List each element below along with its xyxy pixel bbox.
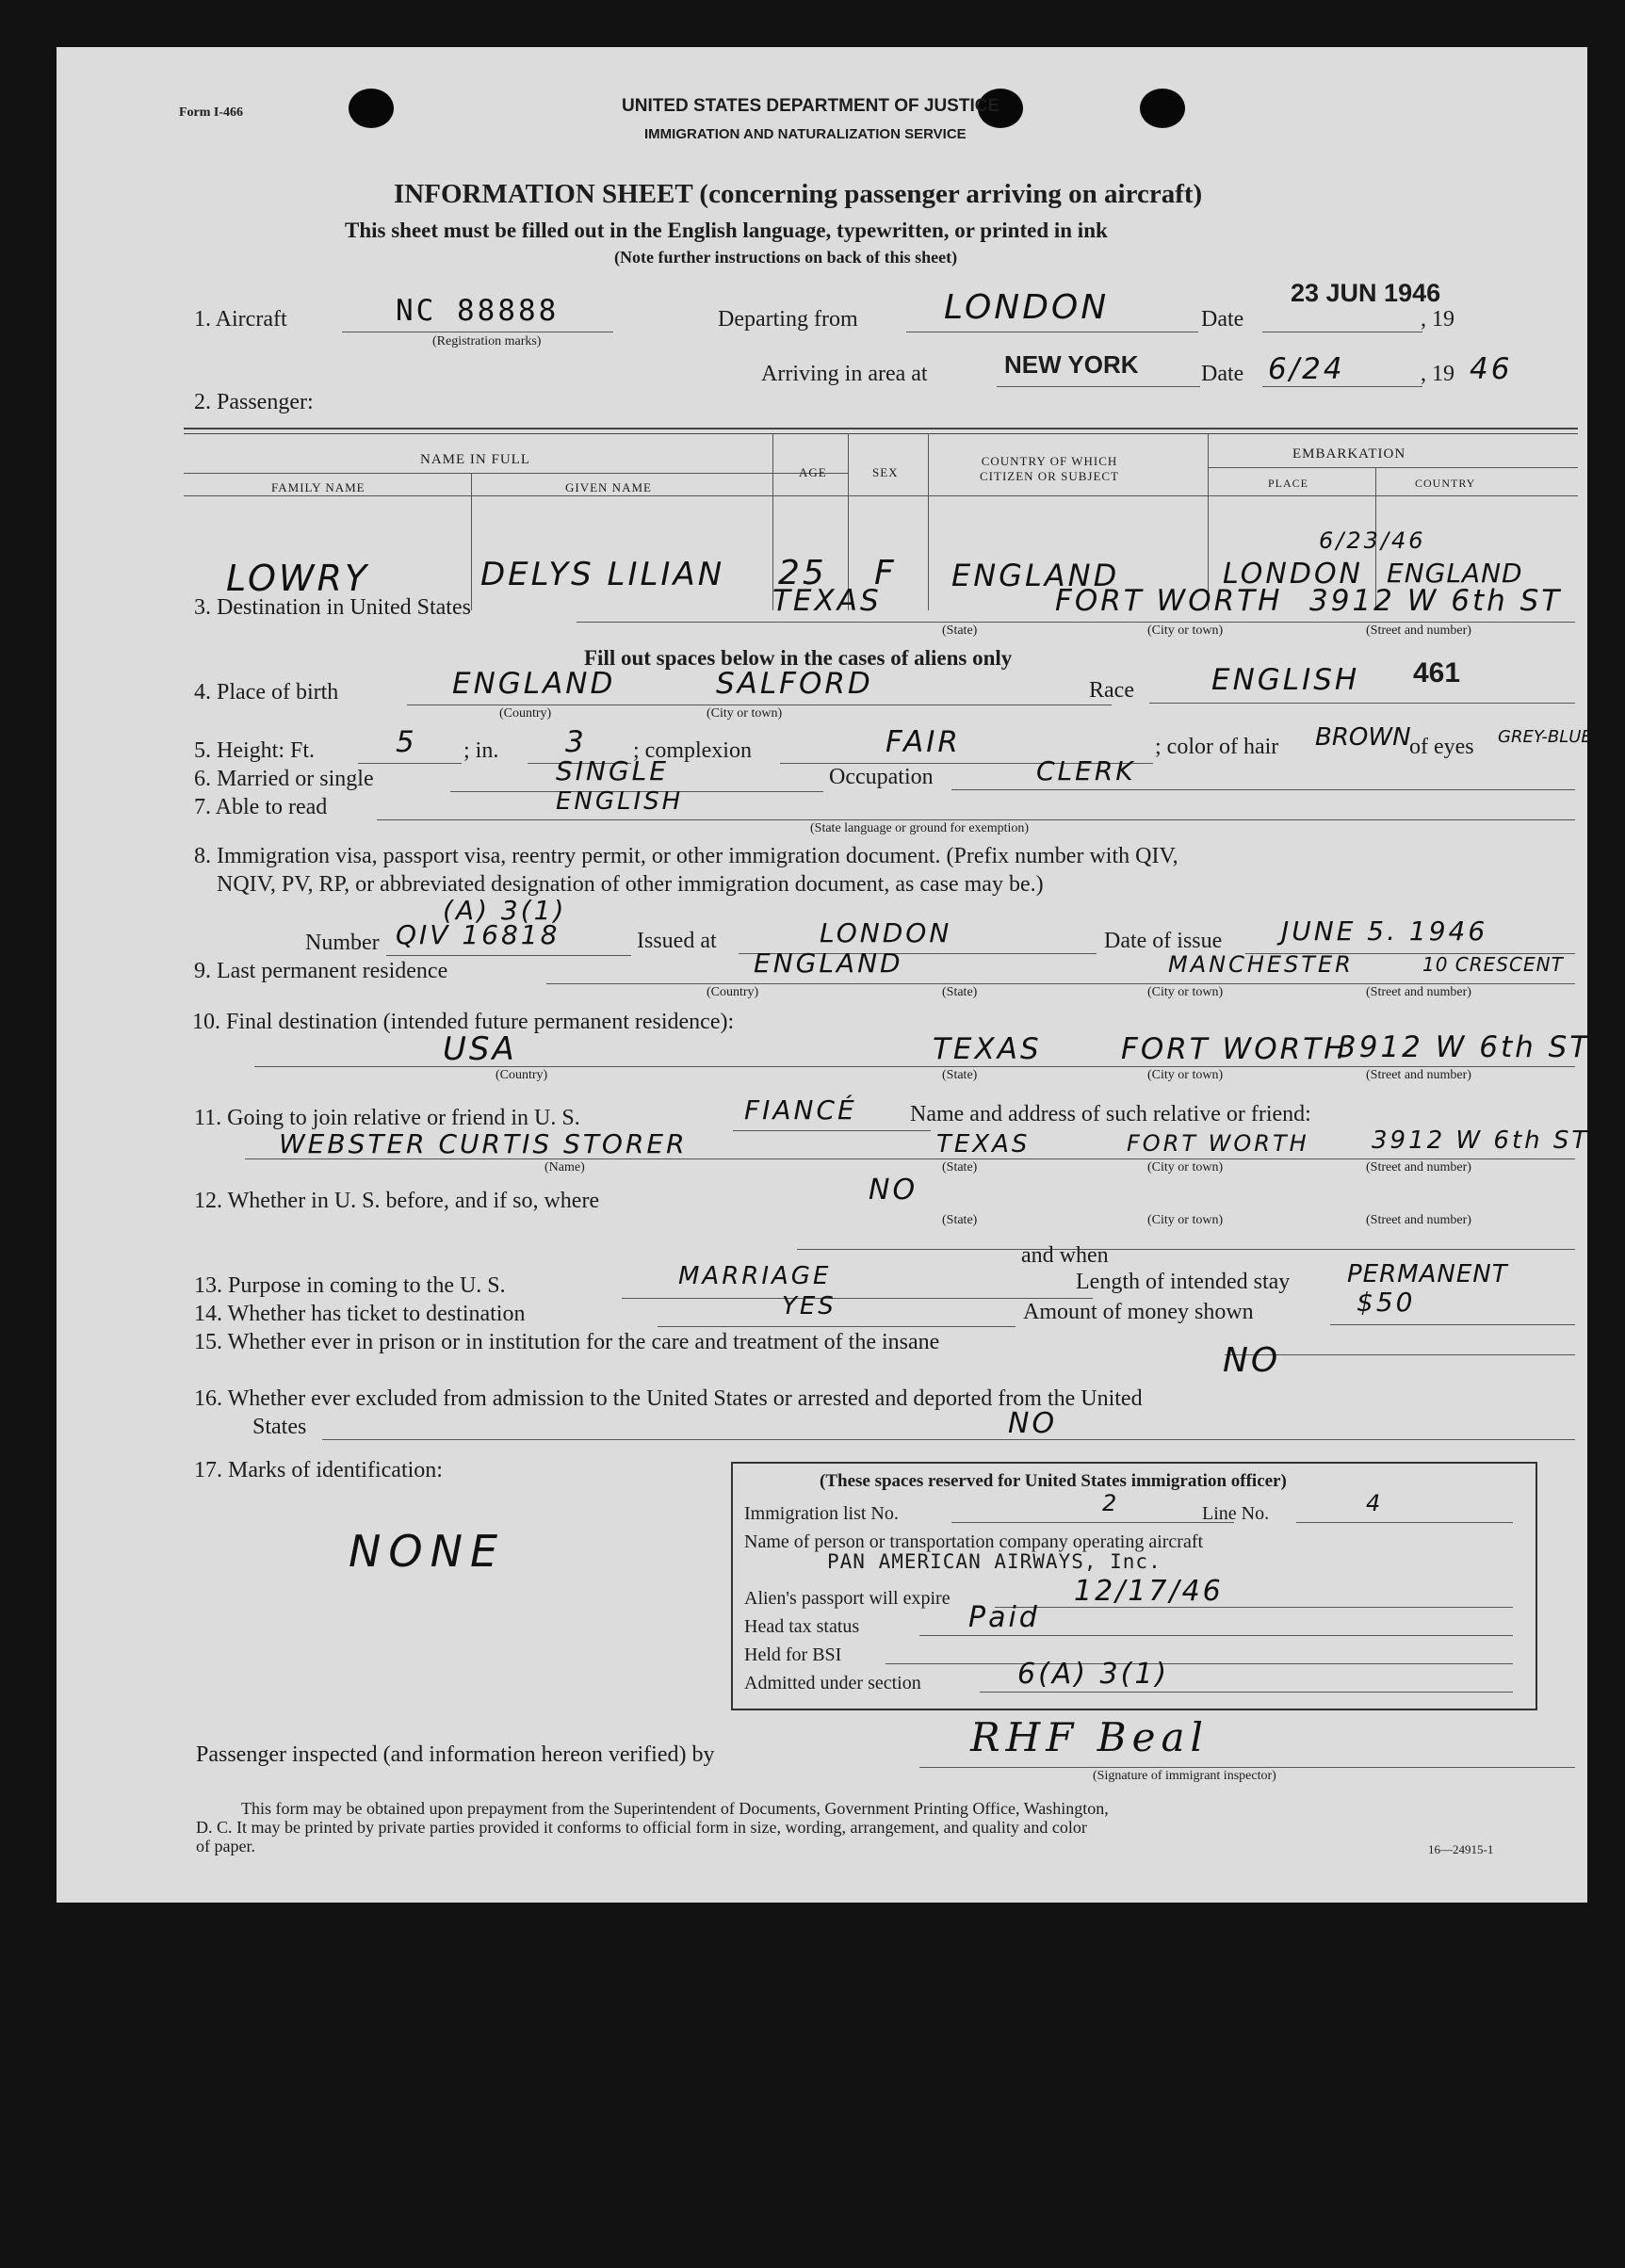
country-header: COUNTRY xyxy=(1415,477,1476,490)
visa-note-value: (A) 3(1) xyxy=(443,895,567,926)
issue-date-value: JUNE 5. 1946 xyxy=(1281,915,1488,947)
inspector-signature: RHF Beal xyxy=(970,1714,1209,1760)
name-address-label: Name and address of such relative or friend: xyxy=(910,1102,1311,1126)
admitted-label: Admitted under section xyxy=(744,1673,921,1693)
company-label: Name of person or transportation company operating aircraft xyxy=(744,1531,1204,1552)
final-city-caption: (City or town) xyxy=(1147,1068,1224,1082)
visa-label-2: NQIV, PV, RP, or abbreviated designation of other immigration document, as case may be.) xyxy=(217,872,1044,897)
res-city-caption: (City or town) xyxy=(1147,985,1224,999)
page-subtitle: This sheet must be filled out in the English language, typewritten, or printed in ink xyxy=(345,219,1108,242)
res-street-caption: (Street and number) xyxy=(1366,985,1471,999)
sex-header: SEX xyxy=(872,465,899,479)
sex-value: F xyxy=(874,554,897,592)
language-caption: (State language or ground for exemption) xyxy=(810,821,1030,835)
money-label: Amount of money shown xyxy=(1023,1300,1254,1324)
dest-city-caption: (City or town) xyxy=(1147,624,1224,638)
final-country-caption: (Country) xyxy=(496,1068,548,1082)
issued-at-value: LONDON xyxy=(820,917,952,948)
res-country-value: ENGLAND xyxy=(754,948,903,979)
embark-date-value: 6/23/46 xyxy=(1319,527,1426,554)
form-number: Form I-466 xyxy=(179,105,244,120)
birth-country-value: ENGLAND xyxy=(452,667,616,701)
us-before-state-caption: (State) xyxy=(942,1213,978,1227)
height-in-value: 3 xyxy=(565,725,587,759)
res-state-caption: (State) xyxy=(942,985,978,999)
aircraft-value: NC 88888 xyxy=(396,294,560,328)
imm-list-value: 2 xyxy=(1102,1490,1120,1516)
dest-state-caption: (State) xyxy=(942,624,978,638)
ticket-value: YES xyxy=(782,1292,837,1320)
dest-street-caption: (Street and number) xyxy=(1366,624,1471,638)
dest-city-value: FORT WORTH xyxy=(1055,584,1283,618)
name-in-full-header: NAME IN FULL xyxy=(420,452,530,467)
page-title: INFORMATION SHEET (concerning passenger arriving on aircraft) xyxy=(394,179,1203,209)
held-bsi-label: Held for BSI xyxy=(744,1644,842,1665)
departing-value: LONDON xyxy=(944,288,1110,327)
date-of-issue-label: Date of issue xyxy=(1104,929,1223,953)
issued-at-label: Issued at xyxy=(637,929,717,953)
passport-expire-value: 12/17/46 xyxy=(1074,1575,1224,1608)
arrival-year-value: 46 xyxy=(1470,352,1513,386)
embark-country-value: ENGLAND xyxy=(1387,558,1523,589)
race-label: Race xyxy=(1089,678,1134,703)
read-label: 7. Able to read xyxy=(194,795,328,819)
complexion-value: FAIR xyxy=(886,725,961,759)
prison-value: NO xyxy=(1223,1341,1281,1380)
race-code: 461 xyxy=(1413,657,1461,688)
departure-date-label: Date xyxy=(1201,307,1244,332)
final-destination-label: 10. Final destination (intended future permanent residence): xyxy=(192,1010,735,1034)
visa-number-value: QIV 16818 xyxy=(396,919,561,950)
departing-label: Departing from xyxy=(718,307,858,332)
number-label: Number xyxy=(305,931,380,955)
passenger-label: 2. Passenger: xyxy=(194,390,314,414)
us-before-city-caption: (City or town) xyxy=(1147,1213,1224,1227)
form-code: 16—24915-1 xyxy=(1428,1842,1494,1856)
stay-label: Length of intended stay xyxy=(1076,1270,1291,1294)
hair-label: ; color of hair xyxy=(1155,735,1279,759)
form-sheet xyxy=(57,47,1592,1903)
arriving-label: Arriving in area at xyxy=(761,362,928,386)
signature-caption: (Signature of immigrant inspector) xyxy=(1093,1769,1276,1783)
officer-box-heading: (These spaces reserved for United States immigration officer) xyxy=(820,1471,1287,1491)
join-label: 11. Going to join relative or friend in U. S. xyxy=(194,1106,580,1130)
prison-label: 15. Whether ever in prison or in institution for the care and treatment of the insane xyxy=(194,1330,940,1354)
departure-date-stamp: 23 JUN 1946 xyxy=(1291,279,1441,307)
given-name-value: DELYS LILIAN xyxy=(480,556,725,593)
money-value: $50 xyxy=(1357,1287,1416,1318)
excluded-label-2: States xyxy=(252,1415,307,1439)
friend-state-caption: (State) xyxy=(942,1160,978,1174)
hair-value: BROWN xyxy=(1315,723,1411,752)
embarkation-header: EMBARKATION xyxy=(1292,446,1406,462)
res-city-value: MANCHESTER xyxy=(1168,951,1354,978)
head-tax-value: Paid xyxy=(968,1601,1040,1634)
birth-city-caption: (City or town) xyxy=(707,706,783,721)
admitted-value: 6(A) 3(1) xyxy=(1017,1658,1170,1691)
friend-state-value: TEXAS xyxy=(936,1130,1031,1158)
friend-name-caption: (Name) xyxy=(544,1160,585,1174)
service-heading: IMMIGRATION AND NATURALIZATION SERVICE xyxy=(644,126,967,142)
stay-value: PERMANENT xyxy=(1347,1260,1508,1288)
excluded-label-1: 16. Whether ever excluded from admission to the United States or arrested and deported from the United xyxy=(194,1386,1143,1411)
purpose-value: MARRIAGE xyxy=(678,1262,832,1290)
marks-value: NONE xyxy=(349,1526,506,1577)
aliens-only-heading: Fill out spaces below in the cases of aliens only xyxy=(584,646,1013,670)
us-before-street-caption: (Street and number) xyxy=(1366,1213,1471,1227)
eyes-value: GREY-BLUE xyxy=(1498,727,1592,747)
family-name-value: LOWRY xyxy=(226,558,370,599)
age-value: 25 xyxy=(778,554,827,592)
final-city-value: FORT WORTH xyxy=(1121,1032,1349,1066)
and-when-label: and when xyxy=(1021,1243,1109,1268)
friend-street-caption: (Street and number) xyxy=(1366,1160,1471,1174)
given-name-header: GIVEN NAME xyxy=(565,480,652,494)
residence-label: 9. Last permanent residence xyxy=(194,959,448,983)
punch-hole-right xyxy=(1140,89,1185,128)
inspected-label: Passenger inspected (and information hereon verified) by xyxy=(196,1742,715,1767)
married-label: 6. Married or single xyxy=(194,767,374,791)
birth-city-value: SALFORD xyxy=(716,667,873,701)
final-street-caption: (Street and number) xyxy=(1366,1068,1471,1082)
birth-country-caption: (Country) xyxy=(499,706,552,721)
occupation-label: Occupation xyxy=(829,765,934,789)
eyes-label: of eyes xyxy=(1409,735,1474,759)
embark-place-value: LONDON xyxy=(1223,558,1364,591)
complexion-label: ; complexion xyxy=(633,738,752,763)
ticket-label: 14. Whether has ticket to destination xyxy=(194,1302,526,1326)
friend-street-value: 3912 W 6th ST xyxy=(1372,1126,1590,1155)
friend-name-value: WEBSTER CURTIS STORER xyxy=(279,1128,688,1159)
country-citizen-header: COUNTRY OF WHICH CITIZEN OR SUBJECT xyxy=(980,454,1119,483)
passport-expire-label: Alien's passport will expire xyxy=(744,1588,951,1609)
arrival-date-value: 6/24 xyxy=(1268,352,1345,386)
inches-label: ; in. xyxy=(463,738,499,763)
footer-line-2: D. C. It may be printed by private parties provided it conforms to official form in size, wording, arrangement, and quality and color xyxy=(196,1818,1087,1837)
marks-label: 17. Marks of identification: xyxy=(194,1458,443,1482)
punch-hole-left xyxy=(349,89,394,128)
footer-line-1: This form may be obtained upon prepayment from the Superintendent of Documents, Government Printing Office, Washington, xyxy=(241,1799,1109,1818)
final-country-value: USA xyxy=(443,1030,517,1068)
final-street-value: 3912 W 6th ST xyxy=(1338,1030,1591,1064)
page-note: (Note further instructions on back of this sheet) xyxy=(614,248,958,267)
arrival-date-label: Date xyxy=(1201,362,1244,386)
purpose-label: 13. Purpose in coming to the U. S. xyxy=(194,1273,506,1298)
aircraft-label: 1. Aircraft xyxy=(194,307,287,332)
relation-value: FIANCÉ xyxy=(744,1094,857,1126)
friend-city-caption: (City or town) xyxy=(1147,1160,1224,1174)
us-before-value: NO xyxy=(869,1174,918,1207)
final-state-value: TEXAS xyxy=(933,1032,1042,1066)
year-suffix: , 19 xyxy=(1421,307,1454,332)
place-header: PLACE xyxy=(1268,477,1309,490)
friend-city-value: FORT WORTH xyxy=(1127,1130,1309,1157)
age-header: AGE xyxy=(799,465,827,479)
us-before-label: 12. Whether in U. S. before, and if so, where xyxy=(194,1189,600,1213)
head-tax-label: Head tax status xyxy=(744,1616,860,1637)
read-value: ENGLISH xyxy=(556,787,684,816)
department-heading: UNITED STATES DEPARTMENT OF JUSTICE xyxy=(622,96,1000,116)
arrival-year-label: , 19 xyxy=(1421,362,1454,386)
race-value: ENGLISH xyxy=(1211,663,1360,697)
reg-marks-caption: (Registration marks) xyxy=(432,334,542,348)
res-street-value: 10 CRESCENT xyxy=(1422,953,1564,976)
final-state-caption: (State) xyxy=(942,1068,978,1082)
line-no-value: 4 xyxy=(1366,1490,1384,1516)
citizen-value: ENGLAND xyxy=(951,558,1120,593)
line-no-label: Line No. xyxy=(1202,1503,1270,1524)
imm-list-label: Immigration list No. xyxy=(744,1503,899,1524)
dest-state-value: TEXAS xyxy=(772,584,882,618)
birth-label: 4. Place of birth xyxy=(194,680,339,705)
footer-line-3: of paper. xyxy=(196,1837,255,1855)
occupation-value: CLERK xyxy=(1036,755,1136,786)
marital-value: SINGLE xyxy=(556,755,669,786)
dest-street-value: 3912 W 6th ST xyxy=(1309,584,1563,618)
destination-label: 3. Destination in United States xyxy=(194,595,471,620)
height-ft-value: 5 xyxy=(396,725,417,759)
family-name-header: FAMILY NAME xyxy=(271,480,366,494)
company-value: PAN AMERICAN AIRWAYS, Inc. xyxy=(827,1550,1162,1573)
excluded-value: NO xyxy=(1008,1407,1058,1440)
visa-label-1: 8. Immigration visa, passport visa, reentry permit, or other immigration document. (Prefix number with QIV, xyxy=(194,844,1178,868)
height-label: 5. Height: Ft. xyxy=(194,738,316,763)
arriving-value: NEW YORK xyxy=(1004,350,1139,379)
res-country-caption: (Country) xyxy=(707,985,759,999)
